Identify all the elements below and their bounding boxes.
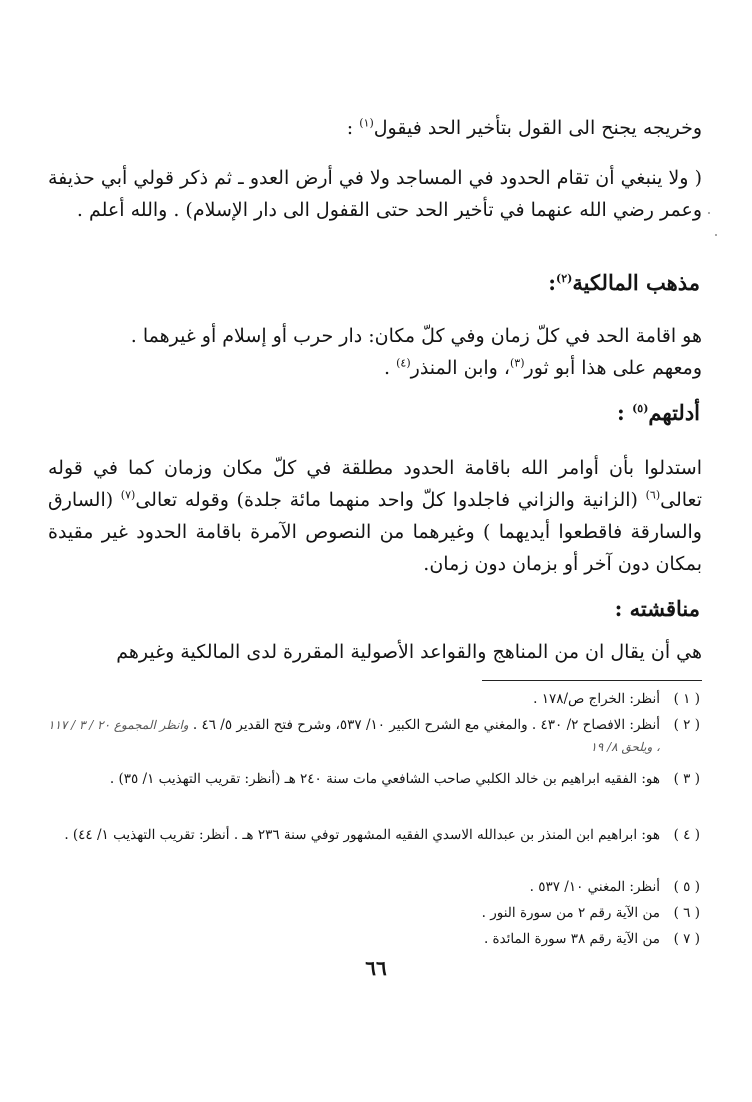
- footnote-number: ( ٦ ): [673, 905, 700, 921]
- paragraph-part-a: استدلوا بأن أوامر الله باقامة الحدود مطلقة في كلّ مكان وزمان كما في قوله تعالى: [48, 457, 702, 511]
- footnote-number: ( ٤ ): [673, 827, 700, 843]
- footnote-number: ( ٣ ): [673, 771, 700, 787]
- footnote-2: [48, 714, 700, 758]
- footnote-text: أنظر: الافصاح ٢/ ٤٣٠ . والمغني مع الشرح الكبير ١٠/ ٥٣٧، وشرح فتح القدير ٥/ ٤٦ .: [192, 717, 660, 733]
- section-heading-evidence: [617, 400, 700, 425]
- section-heading-maliki: [548, 270, 700, 295]
- heading-text: أدلتهم: [648, 400, 700, 425]
- footnote-5: [48, 876, 700, 898]
- footnote-text: هو: ابراهيم ابن المنذر بن عبدالله الاسدي الفقيه المشهور توفي سنة ٢٣٦ هـ . أنظر: تقريب التهذيب ١/ ٤٤) .: [64, 827, 660, 843]
- paragraph-text: وخريجه يجنح الى القول بتأخير الحد فيقول: [373, 117, 702, 139]
- heading-text: مذهب المالكية: [572, 270, 700, 295]
- footnote-ref-5: (٥): [632, 402, 649, 415]
- footnote-text: أنظر: الخراج ص/١٧٨ .: [533, 691, 660, 707]
- footnote-6: [48, 902, 700, 924]
- scan-speck: [715, 234, 717, 236]
- body-paragraph-2: [48, 162, 702, 226]
- paragraph-line-1: هو اقامة الحد في كلّ زمان وفي كلّ مكان: دار حرب أو إسلام أو غيرهما .: [130, 325, 702, 347]
- footnote-ref-4: (٤): [396, 356, 411, 370]
- footnote-number: ( ٢ ): [673, 717, 700, 733]
- page-number: ٦٦: [365, 956, 387, 980]
- footnote-number: ( ١ ): [673, 691, 700, 707]
- footnote-text: أنظر: المغني ١٠/ ٥٣٧ .: [529, 879, 660, 895]
- footnote-separator: [482, 680, 702, 681]
- heading-tail: :: [616, 400, 633, 425]
- body-paragraph-4: [48, 452, 702, 580]
- footnote-text: من الآية رقم ٣٨ سورة المائدة .: [483, 931, 660, 947]
- paragraph-text: ( ولا ينبغي أن تقام الحدود في المساجد ولا في أرض العدو ـ ثم ذكر قولي أبي حذيفة وعمر رضي الله عنهما في تأخير الحد حتى القفول الى دار الإسلام) . والله أعلم .: [48, 167, 702, 221]
- heading-text: مناقشته :: [614, 596, 700, 621]
- body-paragraph-1: [48, 112, 702, 144]
- footnote-text: من الآية رقم ٢ من سورة النور .: [481, 905, 660, 921]
- footnote-number: ( ٧ ): [673, 931, 700, 947]
- footnote-7: [48, 928, 700, 950]
- paragraph-text: هي أن يقال ان من المناهج والقواعد الأصولية المقررة لدى المالكية وغيرهم: [116, 641, 702, 663]
- paragraph-line-2a: ومعهم على هذا أبو ثور: [524, 357, 702, 379]
- footnote-number: ( ٥ ): [673, 879, 700, 895]
- paragraph-part-c: (السارق والسارقة فاقطعوا أيديهما ) وغيرهما من النصوص الآمرة باقامة الحدود غير مقيدة بمكان دون آخر أو بزمان دون زمان.: [48, 489, 702, 575]
- heading-tail: :: [548, 270, 556, 295]
- handwritten-note: وانظر المجموع ٢٠ / ٣ / ١١٧ ، ويلحق ٨/ ١٩: [48, 718, 660, 754]
- body-paragraph-5: [48, 636, 702, 668]
- footnote-3: [48, 768, 700, 790]
- footnote-text: هو: الفقيه ابراهيم بن خالد الكلبي صاحب الشافعي مات سنة ٢٤٠ هـ (أنظر: تقريب التهذيب ١/ ٣٥) .: [109, 771, 660, 787]
- footnote-4: [48, 824, 700, 846]
- footnote-1: [48, 688, 700, 710]
- footnote-ref-6: (٦): [645, 488, 661, 502]
- paragraph-line-2c: .: [384, 357, 397, 379]
- section-heading-discussion: [615, 596, 700, 621]
- footnote-ref-2: (٢): [556, 272, 573, 285]
- paragraph-line-2b: ، وابن المنذر: [410, 357, 510, 379]
- scan-speck: [708, 212, 710, 214]
- footnote-ref-1: (١): [359, 116, 374, 130]
- paragraph-tail: :: [346, 117, 360, 139]
- paragraph-part-b: (الزانية والزاني فاجلدوا كلّ واحد منهما مائة جلدة) وقوله تعالى: [135, 489, 646, 511]
- footnote-ref-7: (٧): [120, 488, 136, 502]
- body-paragraph-3: [48, 320, 702, 384]
- footnote-text-wrap: [48, 714, 664, 758]
- footnote-ref-3: (٣): [510, 356, 525, 370]
